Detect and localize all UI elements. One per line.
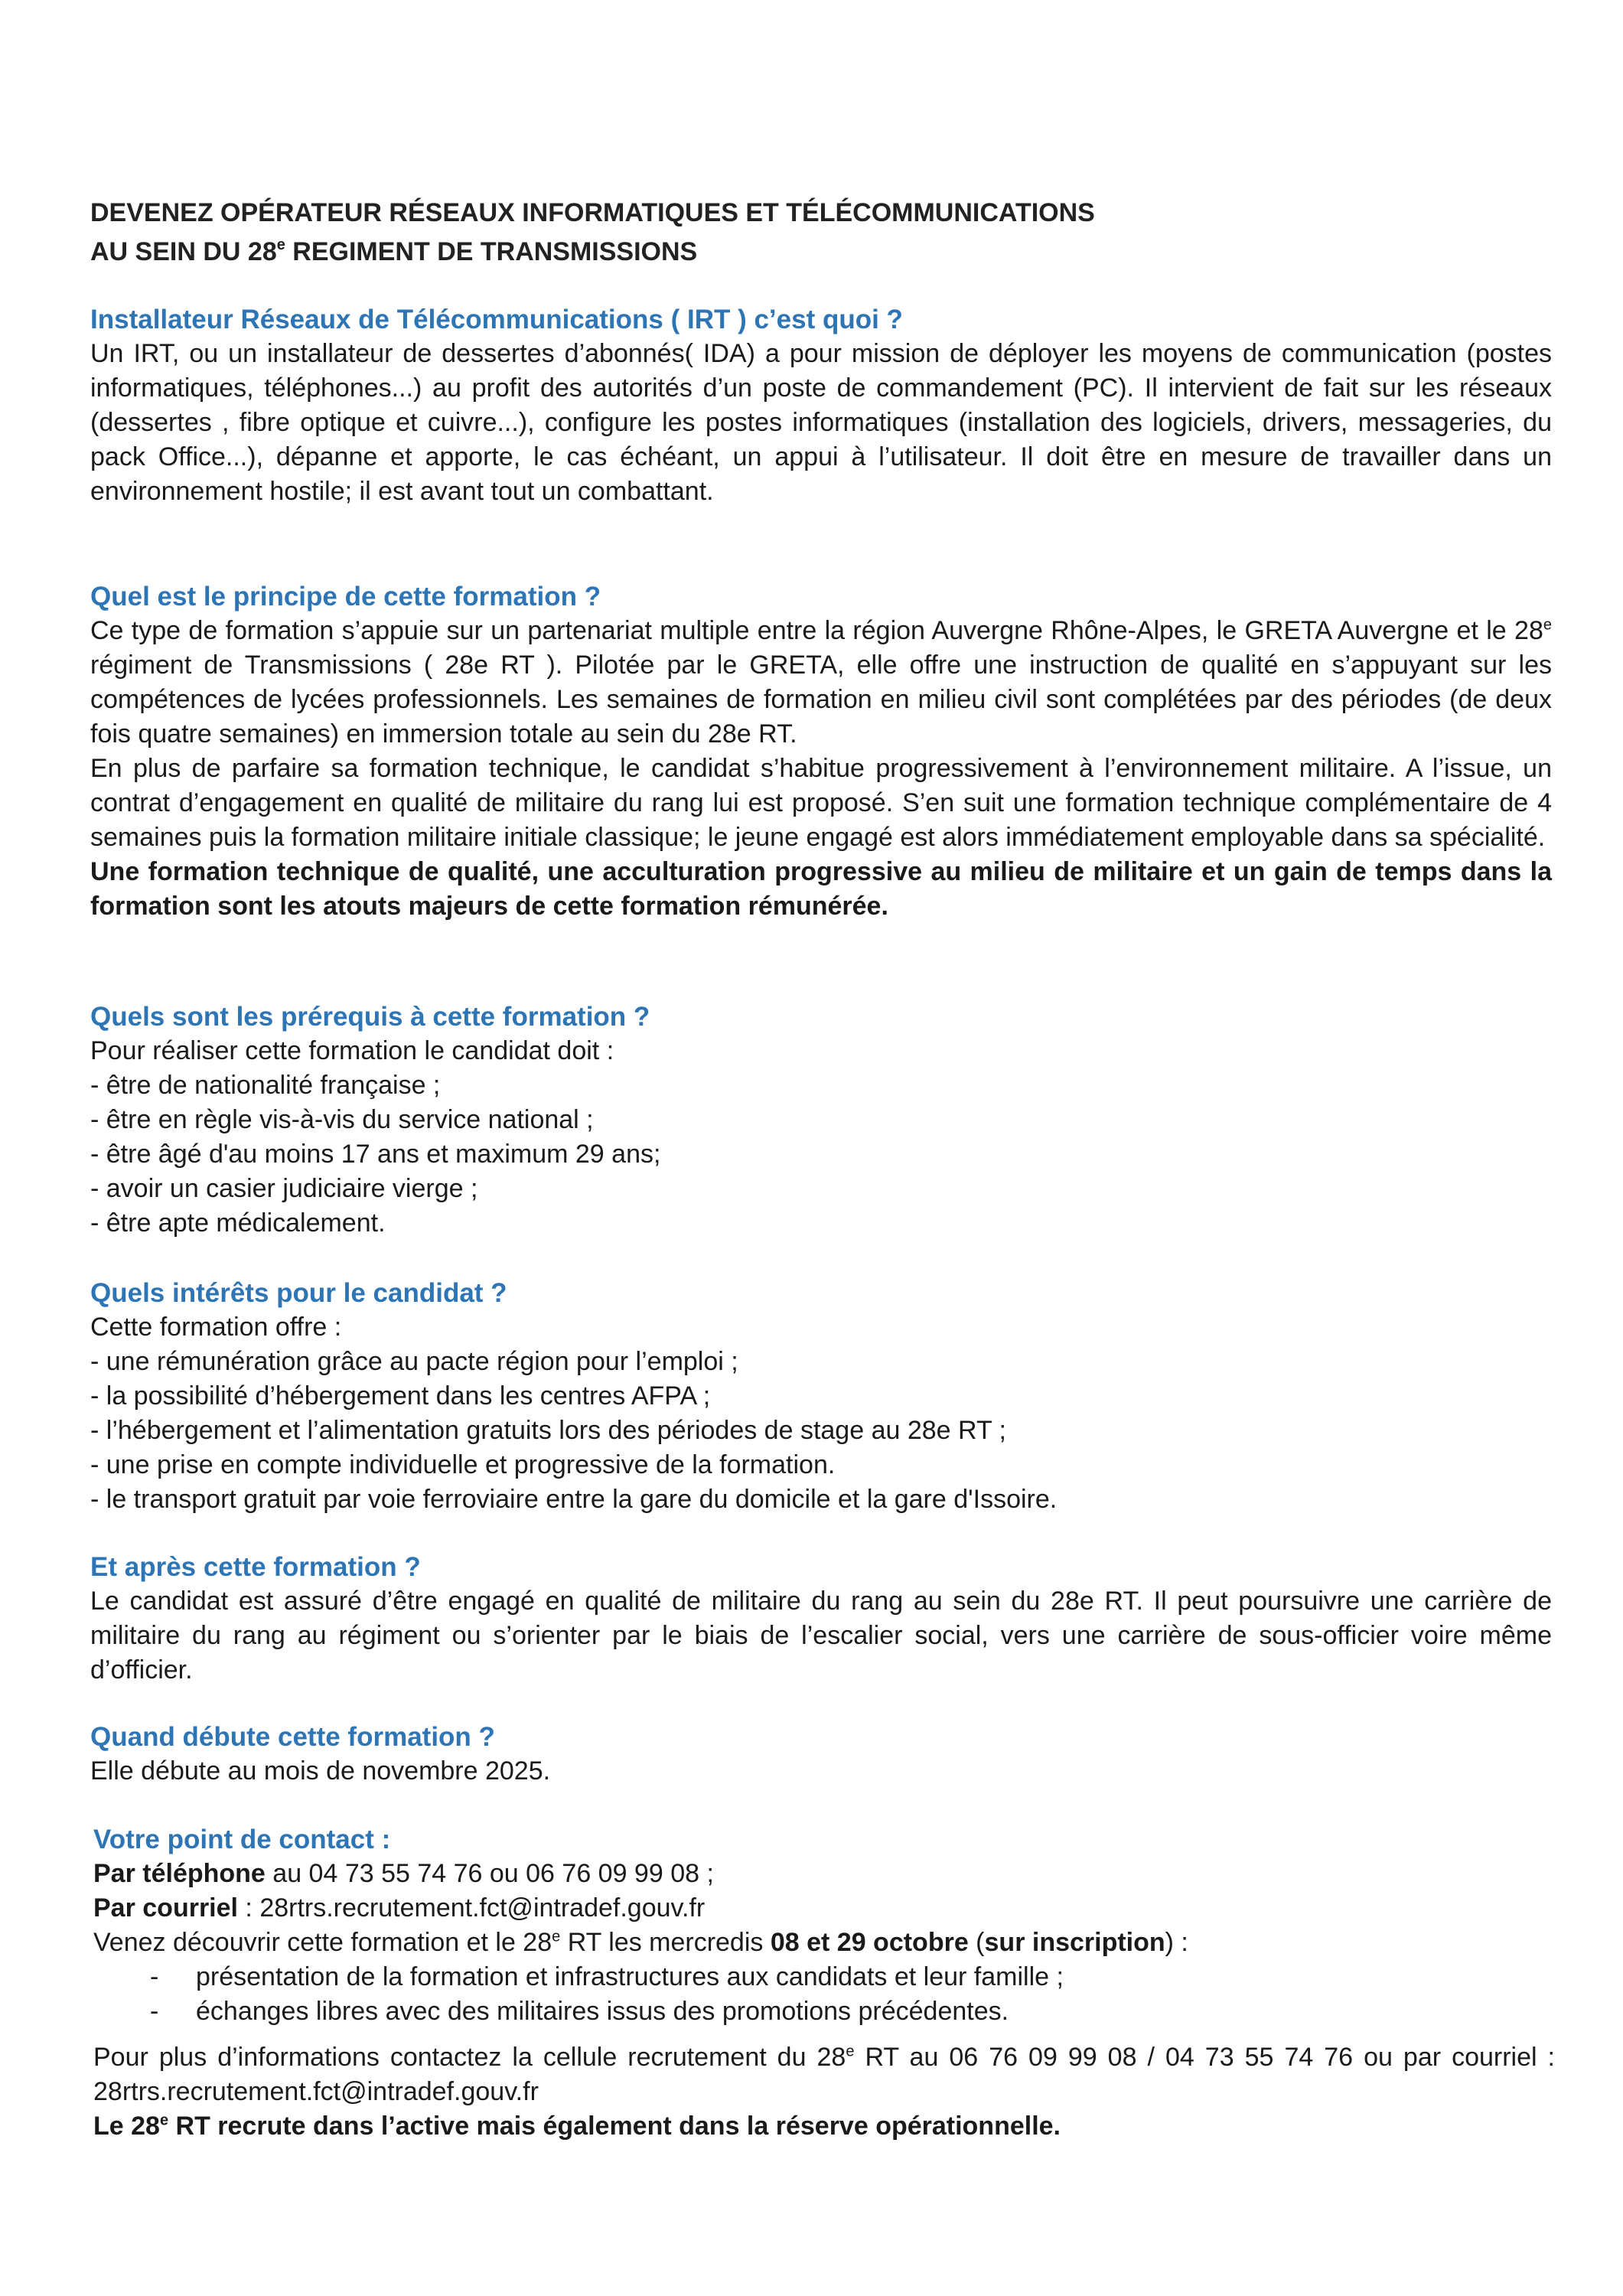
title-line-2 bbox=[90, 233, 1544, 272]
section-body: Le candidat est assuré d’être engagé en qualité de militaire du rang au sein du 28e RT. Il peut poursuivre une carrière de militaire du rang au régiment ou s’orienter par le biais de l’escalier social, vers une carrière de sous-officier voire même d’officier. bbox=[90, 1587, 1552, 1684]
section-debut bbox=[90, 1720, 1552, 1789]
list-item bbox=[93, 1960, 1555, 1994]
phone-number: au 04 73 55 74 76 ou 06 76 09 99 08 ; bbox=[265, 1859, 714, 1888]
title-line-1: DEVENEZ OPÉRATEUR RÉSEAUX INFORMATIQUES ET TÉLÉCOMMUNICATIONS bbox=[90, 198, 1095, 227]
prerequis-list bbox=[90, 1068, 1552, 1241]
list-item-text: présentation de la formation et infrastructures aux candidats et leur famille ; bbox=[196, 1962, 1064, 1991]
list-item bbox=[93, 1994, 1555, 2029]
page-title bbox=[90, 194, 1544, 272]
section-intro: Pour réaliser cette formation le candidat doit : bbox=[90, 1036, 614, 1065]
section-contact bbox=[93, 1822, 1555, 2144]
section-irt bbox=[90, 302, 1552, 509]
section-heading: Et après cette formation ? bbox=[90, 1552, 421, 1582]
superscript: e bbox=[1543, 616, 1552, 634]
superscript: e bbox=[159, 2112, 169, 2129]
more-info-text: Pour plus d’informations contactez la cellule recrutement du 28 bbox=[93, 2043, 846, 2072]
list-item: - être apte médicalement. bbox=[90, 1208, 386, 1238]
list-item: - la possibilité d’hébergement dans les centres AFPA ; bbox=[90, 1381, 711, 1411]
section-interets bbox=[90, 1276, 1552, 1517]
section-heading: Quel est le principe de cette formation ? bbox=[90, 582, 601, 612]
list-item: - être de nationalité française ; bbox=[90, 1071, 441, 1100]
closing-statement bbox=[93, 2109, 1555, 2144]
list-item: - une prise en compte individuelle et progressive de la formation. bbox=[90, 1450, 836, 1479]
section-heading: Votre point de contact : bbox=[93, 1825, 391, 1854]
title-superscript: e bbox=[276, 236, 285, 253]
more-info-text: RT au 06 76 09 99 08 / 04 73 55 74 76 ou par courriel : 28rtrs.recrutement.fct@intradef.gouv.fr bbox=[93, 2043, 1555, 2106]
closing-text: Le 28 bbox=[93, 2112, 160, 2141]
list-item: - l’hébergement et l’alimentation gratuits lors des périodes de stage au 28e RT ; bbox=[90, 1416, 1006, 1445]
section-highlight: Une formation technique de qualité, une acculturation progressive au milieu de militaire et un gain de temps dans la formation sont les atouts majeurs de cette formation rémunérée. bbox=[90, 857, 1552, 921]
list-dash: - bbox=[150, 1997, 159, 2026]
section-body: Elle débute au mois de novembre 2025. bbox=[90, 1756, 551, 1786]
visit-text: ) : bbox=[1165, 1928, 1188, 1957]
list-dash: - bbox=[150, 1962, 159, 1991]
title-line-2-end: REGIMENT DE TRANSMISSIONS bbox=[285, 237, 698, 266]
visit-text: ( bbox=[968, 1928, 985, 1957]
section-apres bbox=[90, 1550, 1552, 1688]
mail-label: Par courriel bbox=[93, 1893, 238, 1923]
superscript: e bbox=[846, 2043, 855, 2060]
mail-address: : 28rtrs.recrutement.fct@intradef.gouv.fr bbox=[237, 1893, 706, 1923]
interets-list bbox=[90, 1345, 1552, 1517]
visit-text: RT les mercredis bbox=[560, 1928, 771, 1957]
list-item: - le transport gratuit par voie ferroviaire entre la gare du domicile et la gare d'Issoire. bbox=[90, 1485, 1058, 1514]
phone-label: Par téléphone bbox=[93, 1859, 266, 1888]
superscript: e bbox=[552, 1928, 561, 1945]
section-principe bbox=[90, 579, 1552, 924]
visit-list bbox=[93, 1960, 1555, 2029]
paragraph-text: Ce type de formation s’appuie sur un partenariat multiple entre la région Auvergne Rhône-Alpes, le GRETA Auvergne et le 28 bbox=[90, 616, 1543, 645]
visit-dates: 08 et 29 octobre bbox=[770, 1928, 969, 1957]
paragraph-text: régiment de Transmissions ( 28e RT ). Pilotée par le GRETA, elle offre une instruction de qualité en s’appuyant sur les compétences de lycées professionnels. Les semaines de formation en milieu civil sont complétées par des périodes (de deux fois quatre semaines) en immersion totale au sein du 28e RT. bbox=[90, 651, 1552, 748]
closing-text: RT recrute dans l’active mais également dans la réserve opérationnelle. bbox=[168, 2112, 1061, 2141]
section-intro: Cette formation offre : bbox=[90, 1313, 342, 1342]
section-paragraph bbox=[90, 614, 1552, 752]
contact-visit bbox=[93, 1926, 1555, 1960]
list-item: - être en règle vis-à-vis du service national ; bbox=[90, 1105, 594, 1134]
list-item: - avoir un casier judiciaire vierge ; bbox=[90, 1174, 478, 1203]
contact-mail bbox=[93, 1891, 1555, 1926]
list-item-text: échanges libres avec des militaires issus des promotions précédentes. bbox=[196, 1997, 1009, 2026]
visit-text: Venez découvrir cette formation et le 28 bbox=[93, 1928, 552, 1957]
list-item: - être âgé d'au moins 17 ans et maximum 29 ans; bbox=[90, 1140, 661, 1169]
list-item: - une rémunération grâce au pacte région pour l’emploi ; bbox=[90, 1347, 738, 1376]
section-heading: Quand débute cette formation ? bbox=[90, 1722, 495, 1752]
contact-more-info bbox=[93, 2040, 1555, 2109]
contact-phone bbox=[93, 1857, 1555, 1891]
section-heading: Installateur Réseaux de Télécommunications ( IRT ) c’est quoi ? bbox=[90, 305, 903, 334]
section-body: Un IRT, ou un installateur de dessertes d’abonnés( IDA) a pour mission de déployer les moyens de communication (postes informatiques, téléphones...) au profit des autorités d’un poste de commandement (PC). Il intervient de fait sur les réseaux (dessertes , fibre optique et cuivre...), configure les postes informatiques (installation des logiciels, drivers, messageries, du pack Office...), dépanne et apporte, le cas échéant, un appui à l’utilisateur. Il doit être en mesure de travailler dans un environnement hostile; il est avant tout un combattant. bbox=[90, 339, 1552, 506]
visit-registration: sur inscription bbox=[984, 1928, 1165, 1957]
section-prerequis bbox=[90, 1000, 1552, 1241]
title-line-2-start: AU SEIN DU 28 bbox=[90, 237, 277, 266]
section-paragraph: En plus de parfaire sa formation technique, le candidat s’habitue progressivement à l’environnement militaire. A l’issue, un contrat d’engagement en qualité de militaire du rang lui est proposé. S’en suit une formation technique complémentaire de 4 semaines puis la formation militaire initiale classique; le jeune engagé est alors immédiatement employable dans sa spécialité. bbox=[90, 754, 1552, 852]
section-heading: Quels sont les prérequis à cette formation ? bbox=[90, 1002, 650, 1032]
section-heading: Quels intérêts pour le candidat ? bbox=[90, 1278, 507, 1308]
